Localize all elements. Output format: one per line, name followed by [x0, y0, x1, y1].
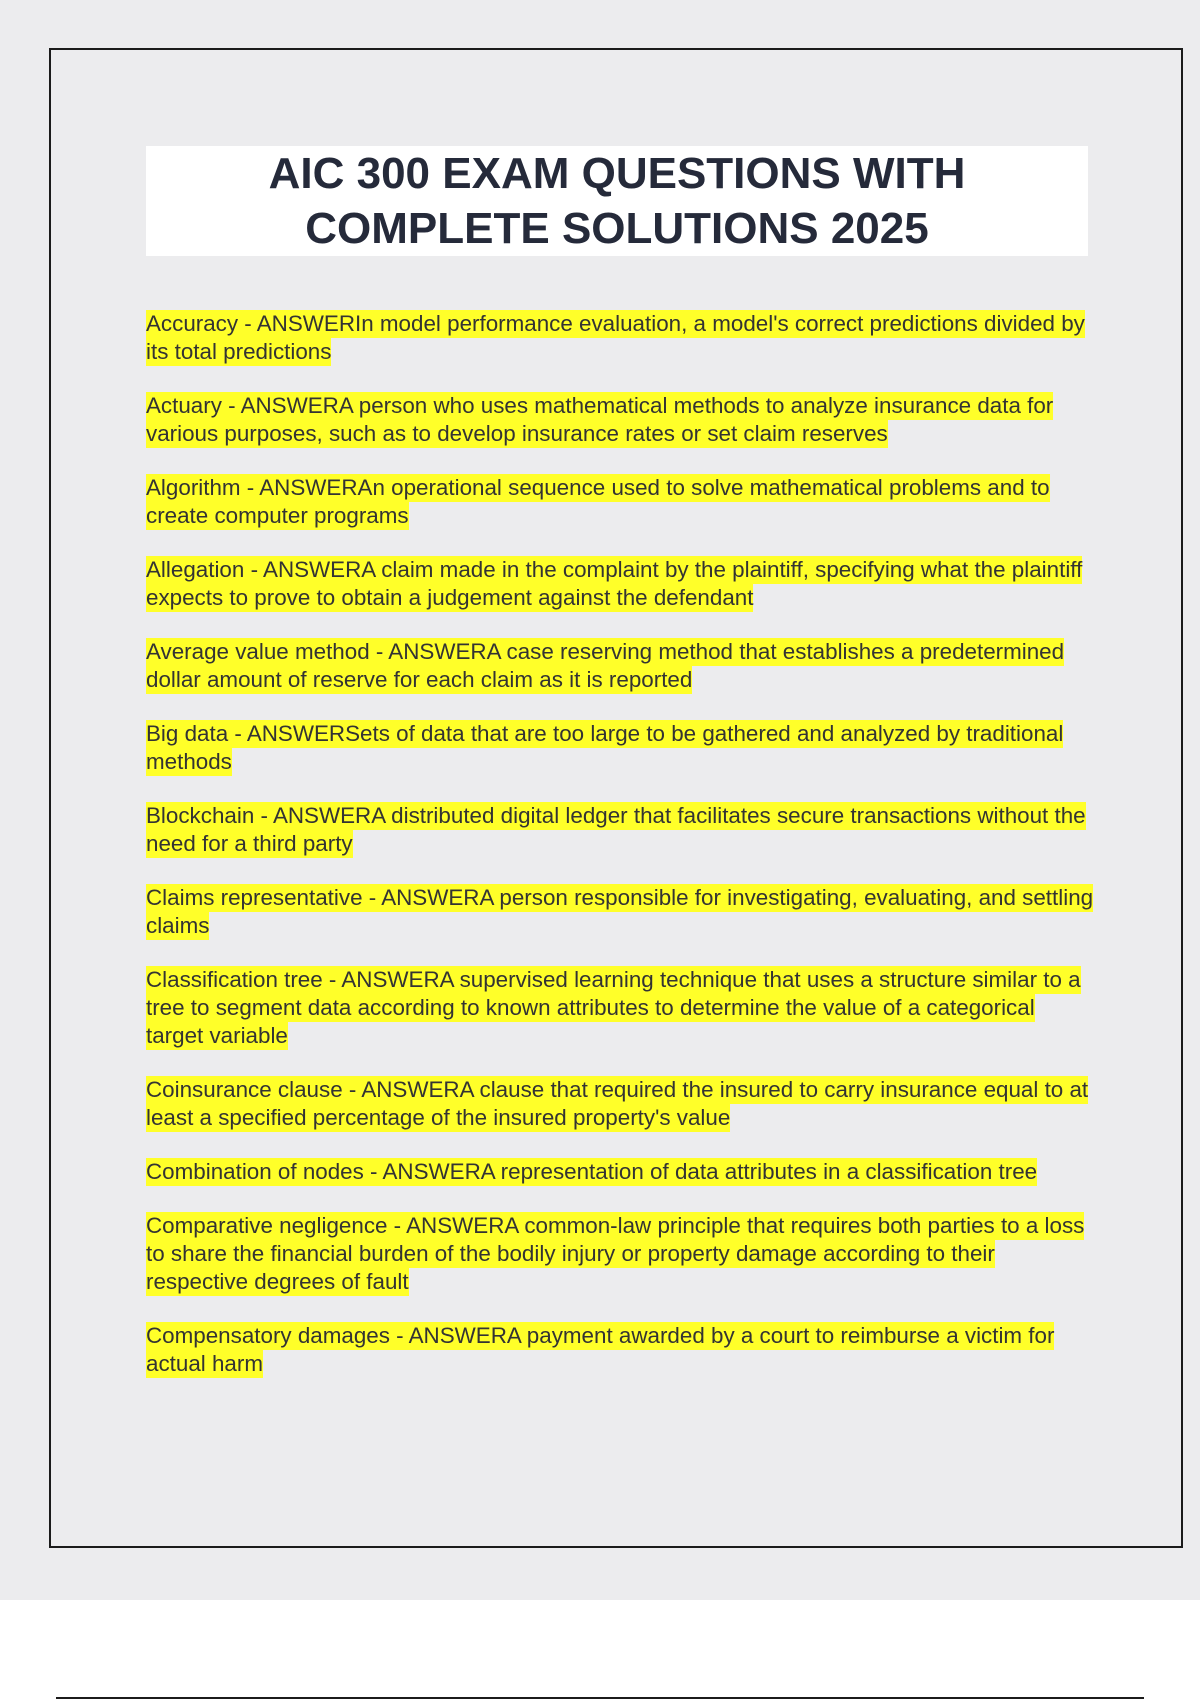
entry-text: Blockchain - ANSWERA distributed digital ledger that facilitates secure transactions without the need for a third party: [146, 803, 1086, 856]
entry-text: Accuracy - ANSWERIn model performance evaluation, a model's correct predictions divided by its total predictions: [146, 311, 1085, 364]
entry-item: [146, 638, 1096, 694]
entry-list: [146, 310, 1096, 1404]
entry-item: [146, 310, 1096, 366]
entry-text: Actuary - ANSWERA person who uses mathematical methods to analyze insurance data for various purposes, such as to develop insurance rates or set claim reserves: [146, 393, 1054, 446]
entry-text: Combination of nodes - ANSWERA representation of data attributes in a classification tree: [146, 1159, 1038, 1184]
entry-item: [146, 474, 1096, 530]
document-title: [146, 146, 1088, 256]
entry-item: [146, 1076, 1096, 1132]
entry-text: Average value method - ANSWERA case reserving method that establishes a predetermined dollar amount of reserve for each claim as it is reported: [146, 639, 1065, 692]
entry-text: Big data - ANSWERSets of data that are too large to be gathered and analyzed by traditional methods: [146, 721, 1064, 774]
entry-item: [146, 884, 1096, 940]
entry-item: [146, 1212, 1096, 1296]
entry-text: Coinsurance clause - ANSWERA clause that required the insured to carry insurance equal to at least a specified percentage of the insured property's value: [146, 1077, 1089, 1130]
entry-item: [146, 556, 1096, 612]
entry-text: Allegation - ANSWERA claim made in the complaint by the plaintiff, specifying what the plaintiff expects to prove to obtain a judgement against the defendant: [146, 557, 1083, 610]
entry-text: Classification tree - ANSWERA supervised learning technique that uses a structure similar to a tree to segment data according to known attributes to determine the value of a categorical target variable: [146, 967, 1081, 1048]
entry-item: [146, 966, 1096, 1050]
entry-text: Claims representative - ANSWERA person responsible for investigating, evaluating, and settling claims: [146, 885, 1094, 938]
entry-text: Algorithm - ANSWERAn operational sequence used to solve mathematical problems and to create computer programs: [146, 475, 1050, 528]
entry-item: [146, 1322, 1096, 1378]
entry-item: [146, 1158, 1096, 1186]
footer-divider: [56, 1697, 1144, 1699]
title-line-1: AIC 300 EXAM QUESTIONS WITH: [268, 149, 966, 198]
entry-text: Comparative negligence - ANSWERA common-law principle that requires both parties to a loss to share the financial burden of the bodily injury or property damage according to their respective degrees of fault: [146, 1213, 1085, 1294]
entry-item: [146, 392, 1096, 448]
entry-item: [146, 802, 1096, 858]
entry-text: Compensatory damages - ANSWERA payment awarded by a court to reimburse a victim for actual harm: [146, 1323, 1055, 1376]
entry-item: [146, 720, 1096, 776]
title-line-2: COMPLETE SOLUTIONS 2025: [305, 204, 929, 253]
